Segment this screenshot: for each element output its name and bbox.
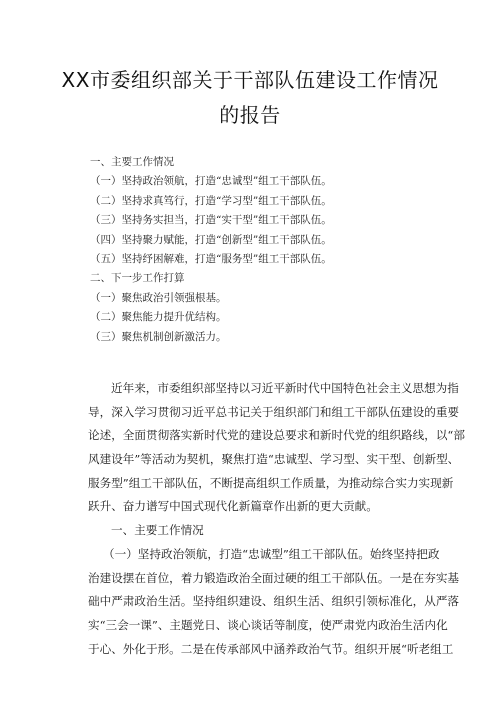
paragraph-line: 治建设摆在首位，着力锻造政治全面过硬的组工干部队伍。一是在夯实基	[88, 570, 460, 585]
document-title-line-2: 的报告	[219, 103, 281, 127]
outline-item: （五）坚持纾困解难，打造“服务型”组工干部队伍。	[90, 252, 332, 265]
paragraph-line: 风建设年”等活动为契机，聚焦打造“忠诚型、学习型、实干型、创新型、	[88, 452, 460, 467]
paragraph-line: 于心、外化于形。二是在传承部风中涵养政治气节。组织开展“听老组工	[88, 641, 454, 656]
outline-heading-2: 二、下一步工作打算	[90, 272, 185, 285]
paragraph-line: 实“三会一课”、主题党日、谈心谈话等制度，使严肃党内政治生活内化	[88, 617, 448, 632]
outline-item: （三）坚持务实担当，打造“实干型”组工干部队伍。	[90, 214, 332, 227]
paragraph-line: 跃升、奋力谱写中国式现代化新篇章作出新的更大贡献。	[88, 499, 378, 514]
outline-heading-1: 一、主要工作情况	[90, 156, 174, 168]
paragraph-line: 近年来，市委组织部坚持以习近平新时代中国特色社会主义思想为指	[111, 381, 459, 395]
outline-item: （四）坚持聚力赋能，打造“创新型”组工干部队伍。	[90, 233, 332, 246]
outline-item: （二）聚焦能力提升优结构。	[90, 311, 227, 324]
paragraph-line: 服务型”组工干部队伍，不断提高组织工作质量，为推动综合实力实现新	[88, 475, 454, 490]
outline-item: （二）坚持求真笃行，打造“学习型”组工干部队伍。	[90, 194, 332, 207]
document-title-line-1: XX市委组织部关于干部队伍建设工作情况	[61, 68, 439, 92]
outline-item: （一）聚焦政治引领强根基。	[90, 291, 227, 304]
section-heading: 一、主要工作情况	[111, 523, 204, 538]
outline-item: （一）坚持政治领航，打造“忠诚型”组工干部队伍。	[90, 175, 332, 188]
paragraph-line: 础中严肃政治生活。坚持组织建设、组织生活、组织引领标准化，从严落	[88, 594, 460, 609]
outline-item: （三）聚焦机制创新激活力。	[90, 330, 227, 343]
paragraph-line: 论述，全面贯彻落实新时代党的建设总要求和新时代党的组织路线，以“部	[88, 428, 465, 443]
paragraph-line: 导，深入学习贯彻习近平总书记关于组织部门和组工干部队伍建设的重要	[88, 404, 460, 419]
body-text	[88, 377, 465, 661]
paragraph-line: （一）坚持政治领航，打造“忠诚型”组工干部队伍。始终坚持把政	[103, 546, 440, 561]
outline-list	[90, 153, 332, 347]
